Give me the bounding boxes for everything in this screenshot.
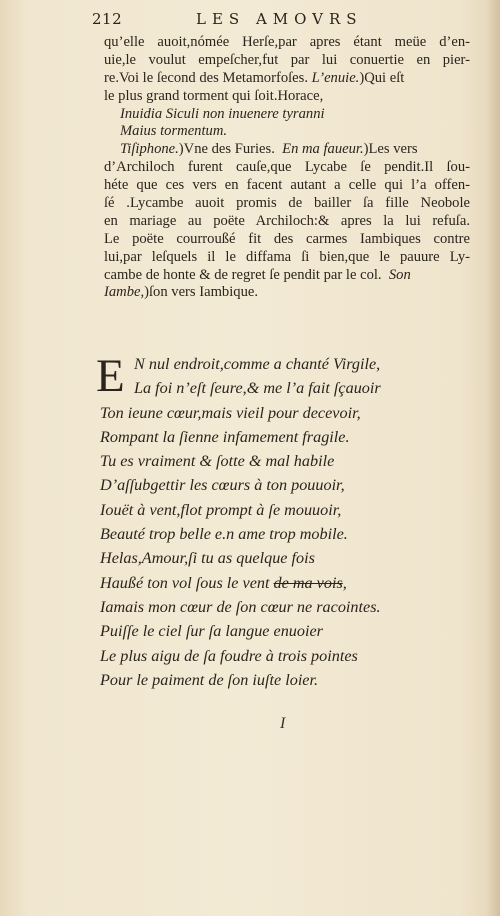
commentary-line: lui,par leſquels il le diffama ſi bien,que le pauure Ly- (104, 248, 470, 265)
verse-line: Iamais mon cœur de ſon cœur ne racointes. (100, 597, 381, 616)
lemma: Son (388, 266, 411, 283)
commentary-line (104, 284, 470, 302)
commentary-text: cambe de honte & de regret ſe pendit par le col. (104, 266, 382, 283)
verse-line: Tu es vraiment & ſotte & mal habile (100, 452, 335, 471)
lemma: L’enuie. (311, 69, 360, 86)
commentary-text: )ſon vers Iambique. (144, 284, 259, 301)
commentary-text: )Vne des Furies. (178, 141, 275, 158)
lemma: Tiſiphone. (120, 141, 179, 158)
verse-line: Rompant la ſienne infamement fragile. (100, 427, 350, 446)
commentary-line (104, 267, 470, 285)
verse-line: Puiſſe le ciel ſur ſa langue enuoier (100, 622, 323, 641)
latin-quote-line: Maius tormentum. (120, 123, 228, 140)
verse-text: , (342, 573, 347, 592)
verse-line (100, 571, 460, 595)
commentary-text: re.Voi le ſecond des Metamorfoſes. (104, 69, 308, 86)
commentary-text: )Qui eſt (359, 69, 405, 86)
sonnet (96, 350, 460, 692)
running-title: LES AMOVRS (196, 10, 363, 28)
commentary-line: uie,le voulut empeſcher,fut par lui conuertie en pier- (104, 51, 470, 68)
commentary-line: Le poëte courroußé fit des carmes Iambiques contre (104, 230, 470, 247)
commentary-line: héte que ces vers en facent autant a celle qui l’a offen- (104, 177, 470, 194)
commentary-text: )Les vers (363, 141, 418, 158)
page-number: 212 (92, 10, 123, 28)
verse-line: Beauté trop belle e.n ame trop mobile. (100, 525, 348, 544)
verse-line: Iouët à vent,flot prompt à ſe mouuoir, (100, 500, 342, 519)
verse-line: Ton ieune cœur,mais vieil pour decevoir, (100, 403, 361, 422)
verse-line: Helas,Amour,ſi tu as quelque fois (100, 549, 315, 568)
commentary-line: qu’elle auoit,nómée Herſe,par apres étant meüe d’en- (104, 34, 470, 50)
struck-text: de ma vois (273, 573, 343, 592)
latin-quote-line: Inuidia Siculi non inuenere tyranni (120, 105, 325, 122)
commentary-line (104, 70, 470, 88)
lemma: En ma faueur. (282, 141, 364, 158)
commentary-line (104, 141, 470, 159)
drop-cap: E (96, 350, 125, 402)
verse-line: Le plus aigu de ſa foudre à trois pointes (100, 646, 358, 665)
commentary-line: ſé .Lycambe auoit promis de bailler ſa fille Neobole (104, 195, 470, 212)
verse-text: Haußé ton vol ſous le vent (100, 573, 274, 592)
lemma: Iambe, (104, 284, 145, 301)
commentary-line: le plus grand torment qui ſoit.Horace, (104, 87, 324, 104)
verse-line: La foi n’eſt ſeure,& me l’a fait ſçauoir (134, 379, 381, 398)
commentary-line: en mariage au poëte Archiloch:& apres la lui refuſa. (104, 212, 470, 229)
verse-line: Pour le paiment de ſon iuſte loier. (100, 670, 319, 689)
catchword: I (280, 715, 286, 732)
commentary-block (104, 34, 470, 302)
verse-line: N nul endroit,comme a chanté Virgile, (134, 355, 381, 373)
commentary-line: d’Archiloch furent cauſe,que Lycabe ſe pendit.Il ſou- (104, 159, 470, 176)
verse-line: D’aſſubgettir les cœurs à ton pouuoir, (100, 476, 345, 495)
page-header (92, 10, 480, 36)
